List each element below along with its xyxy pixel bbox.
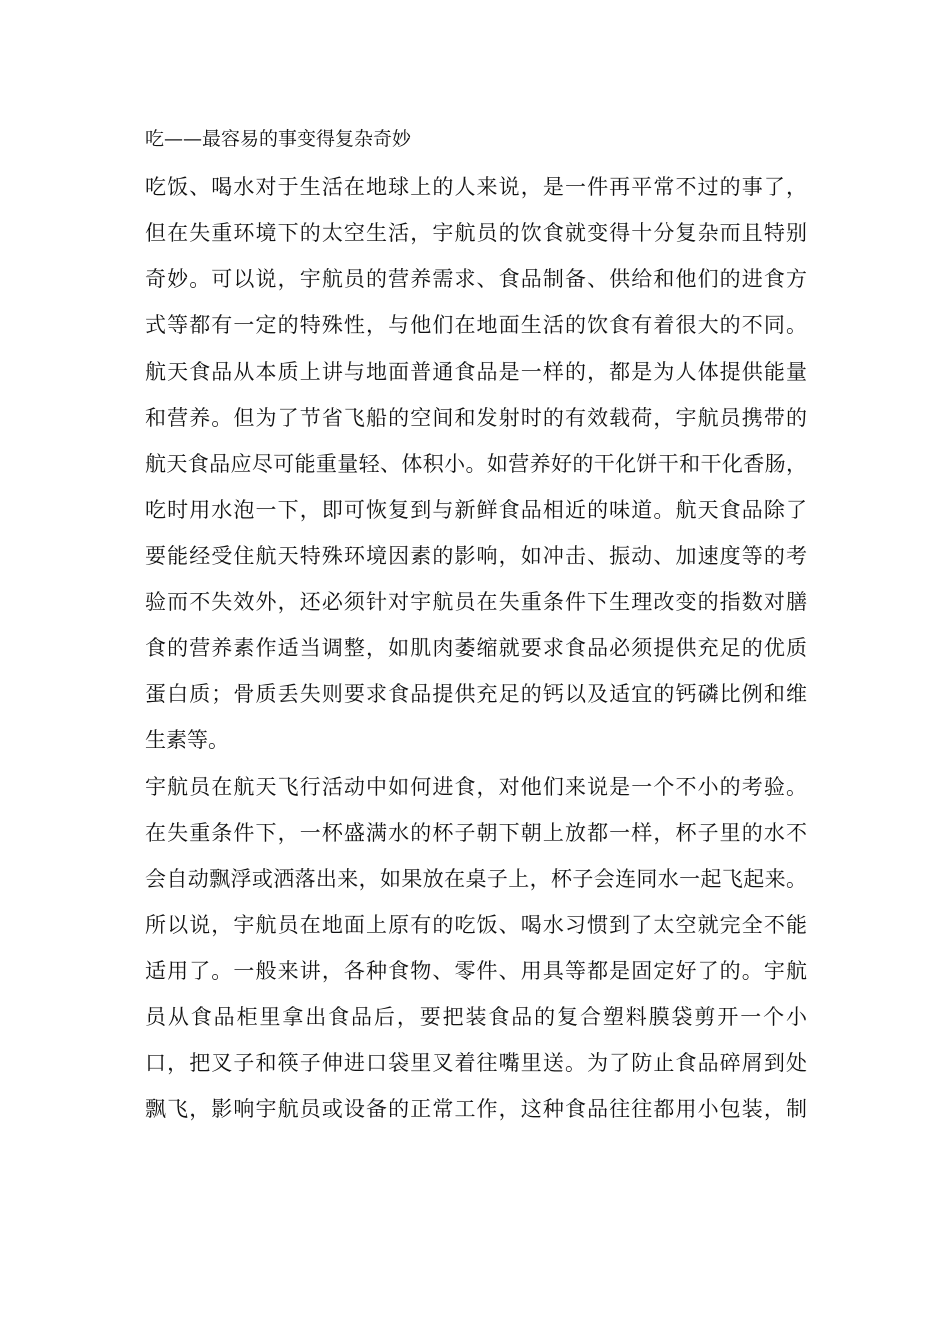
document-title: 吃——最容易的事变得复杂奇妙 <box>145 128 412 150</box>
paragraph-line: 奇妙。可以说，宇航员的营养需求、食品制备、供给和他们的进食方 <box>145 267 807 291</box>
paragraph-line: 和营养。但为了节省飞船的空间和发射时的有效载荷，宇航员携带的 <box>145 406 807 430</box>
paragraph-line: 会自动飘浮或洒落出来，如果放在桌子上，杯子会连同水一起飞起来。 <box>145 867 807 891</box>
paragraph-line: 所以说，宇航员在地面上原有的吃饭、喝水习惯到了太空就完全不能 <box>145 913 807 937</box>
paragraph-line: 航天食品从本质上讲与地面普通食品是一样的，都是为人体提供能量 <box>145 360 807 384</box>
paragraph-line: 宇航员在航天飞行活动中如何进食，对他们来说是一个不小的考验。 <box>145 775 807 799</box>
paragraph-line: 食的营养素作适当调整，如肌肉萎缩就要求食品必须提供充足的优质 <box>145 636 807 660</box>
paragraph-line: 验而不失效外，还必须针对宇航员在失重条件下生理改变的指数对膳 <box>145 590 807 614</box>
paragraph-line: 适用了。一般来讲，各种食物、零件、用具等都是固定好了的。宇航 <box>145 959 807 983</box>
paragraph-line: 要能经受住航天特殊环境因素的影响，如冲击、振动、加速度等的考 <box>145 544 807 568</box>
paragraph-line: 式等都有一定的特殊性，与他们在地面生活的饮食有着很大的不同。 <box>145 313 807 337</box>
paragraph-line: 口，把叉子和筷子伸进口袋里叉着往嘴里送。为了防止食品碎屑到处 <box>145 1051 807 1075</box>
paragraph-line: 员从食品柜里拿出食品后，要把装食品的复合塑料膜袋剪开一个小 <box>145 1005 807 1029</box>
paragraph-line: 蛋白质；骨质丢失则要求食品提供充足的钙以及适宜的钙磷比例和维 <box>145 682 807 706</box>
paragraph-line: 在失重条件下，一杯盛满水的杯子朝下朝上放都一样，杯子里的水不 <box>145 821 807 845</box>
paragraph-line: 吃时用水泡一下，即可恢复到与新鲜食品相近的味道。航天食品除了 <box>145 498 807 522</box>
paragraph-line: 飘飞，影响宇航员或设备的正常工作，这种食品往往都用小包装，制 <box>145 1097 807 1121</box>
paragraph-line: 生素等。 <box>145 728 229 752</box>
paragraph-line: 吃饭、喝水对于生活在地球上的人来说，是一件再平常不过的事了， <box>145 175 807 199</box>
paragraph-line: 但在失重环境下的太空生活，宇航员的饮食就变得十分复杂而且特别 <box>145 221 807 245</box>
paragraph-line: 航天食品应尽可能重量轻、体积小。如营养好的干化饼干和干化香肠， <box>145 452 807 476</box>
